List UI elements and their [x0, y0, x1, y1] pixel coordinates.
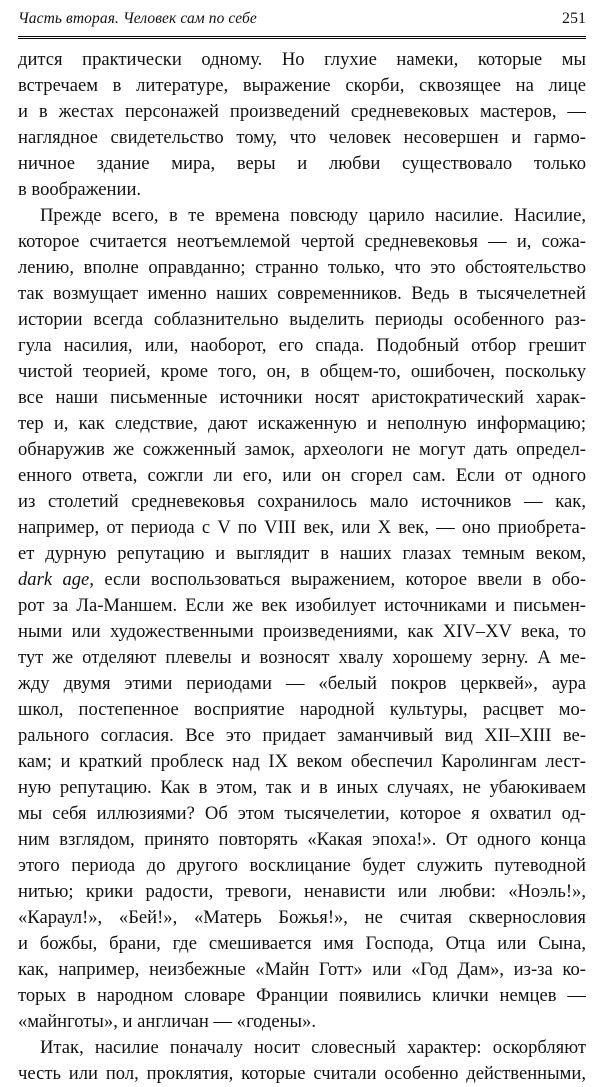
text-line: ничное здание мира, веры и любви существовало только: [18, 153, 586, 174]
text-line-with-italic: dark age, если воспользоваться выражением, которое ввели в обо-: [18, 569, 586, 590]
text-line: ним взглядом, принято повторять «Какая эпоха!». От одного конца: [18, 829, 586, 850]
text-line: так возмущает именно наших современников. Ведь в тысячелетней: [18, 283, 586, 304]
text-line: рального согласия. Все это придает заманчивый вид XII–XIII ве-: [18, 725, 586, 746]
page-header: [18, 8, 586, 39]
text-line: жду двумя этими периодами — «белый покров церквей», аура: [18, 673, 586, 694]
text-line: школ, постепенное восприятие народной культуры, расцвет мо-: [18, 699, 586, 720]
italic-phrase: dark age: [18, 569, 90, 590]
text-line: этого периода до другого восклицание будет служить путеводной: [18, 855, 586, 876]
text-line: в воображении.: [18, 179, 142, 200]
paragraph-3: [18, 1035, 586, 1087]
text-line: тер и, как следствие, дают искаженную и неполную информацию;: [18, 413, 586, 434]
text-line: торых в народном словаре Франции появились клички немцев —: [18, 985, 586, 1006]
text-line: ную репутацию. Как в этом, так и в иных случаях, не убаюкиваем: [18, 777, 586, 798]
text-line: гула насилия, или, наоборот, его спада. Подобный отбор грешит: [18, 335, 586, 356]
text-line: лению, вполне оправданно; странно только, что это обстоятельство: [18, 257, 586, 278]
text-line: встречаем в литературе, выражение скорби, сквозящее на лице: [18, 75, 586, 96]
paragraph-1: [18, 47, 586, 203]
text-line: «майнготы», и англичан — «годены».: [18, 1011, 316, 1032]
text-line: которое считается неотъемлемой чертой средневековья — и, сожа-: [18, 231, 586, 252]
text-line: и в жестах персонажей произведений средневековых мастеров, —: [18, 101, 586, 122]
text-line: дится практически одному. Но глухие намеки, которые мы: [18, 49, 586, 70]
text-line: кам; и краткий проблеск над IX веком обеспечил Каролингам лест-: [18, 751, 586, 772]
text-line: Прежде всего, в те времена повсюду царило насилие. Насилие,: [40, 205, 586, 226]
text-line: рот за Ла-Маншем. Если же век изобилует источниками и письмен-: [18, 595, 586, 616]
text-line: ет дурную репутацию и выглядит в наших глазах темным веком,: [18, 543, 586, 564]
text-line: енного ответа, сожгли ли его, или он сгорел сам. Если от одного: [18, 465, 586, 486]
text-line: тут же отделяют плевелы и возносят хвалу хорошему зерну. А ме-: [18, 647, 586, 668]
running-title: Часть вторая. Человек сам по себе: [18, 10, 257, 27]
text-line: Итак, насилие поначалу носит словесный характер: оскорбляют: [40, 1037, 586, 1058]
paragraph-2: [18, 203, 586, 1035]
text-line: честь или пол, проклятия, которые считали особенно действенными,: [18, 1063, 586, 1084]
text-line: как, например, неизбежные «Майн Готт» или «Год Дам», из-за ко-: [18, 959, 586, 980]
text-line: наглядное свидетельство тому, что человек несовершен и гармо-: [18, 127, 586, 148]
text-line: нитью; крики радости, тревоги, ненависти или любви: «Ноэль!»,: [18, 881, 586, 902]
page-number: 251: [562, 10, 586, 27]
text-line: ными или художественными произведениями, как XIV–XV века, то: [18, 621, 586, 642]
text-line: чистой теорией, кроме того, он, в общем-то, ошибочен, поскольку: [18, 361, 586, 382]
body-text: [18, 47, 586, 1087]
text-line: например, от периода с V по VIII век, или X век, — оно приобрета-: [18, 517, 586, 538]
text-line: «Караул!», «Бей!», «Матерь Божья!», не считая сквернословия: [18, 907, 586, 928]
text-line: из столетий средневековья сохранилось мало источников — как,: [18, 491, 586, 512]
text-line: истории всегда соблазнительно выделить периоды особенного раз-: [18, 309, 586, 330]
text-line: и божбы, брани, где смешивается имя Господа, Отца или Сына,: [18, 933, 586, 954]
text-line: обнаружив же сожженный замок, археологи не могут дать определ-: [18, 439, 586, 460]
text-line: все наши письменные источники носят аристократический харак-: [18, 387, 586, 408]
text-line: мы себя иллюзиями? Об этом тысячелетии, которое я охватил од-: [18, 803, 586, 824]
